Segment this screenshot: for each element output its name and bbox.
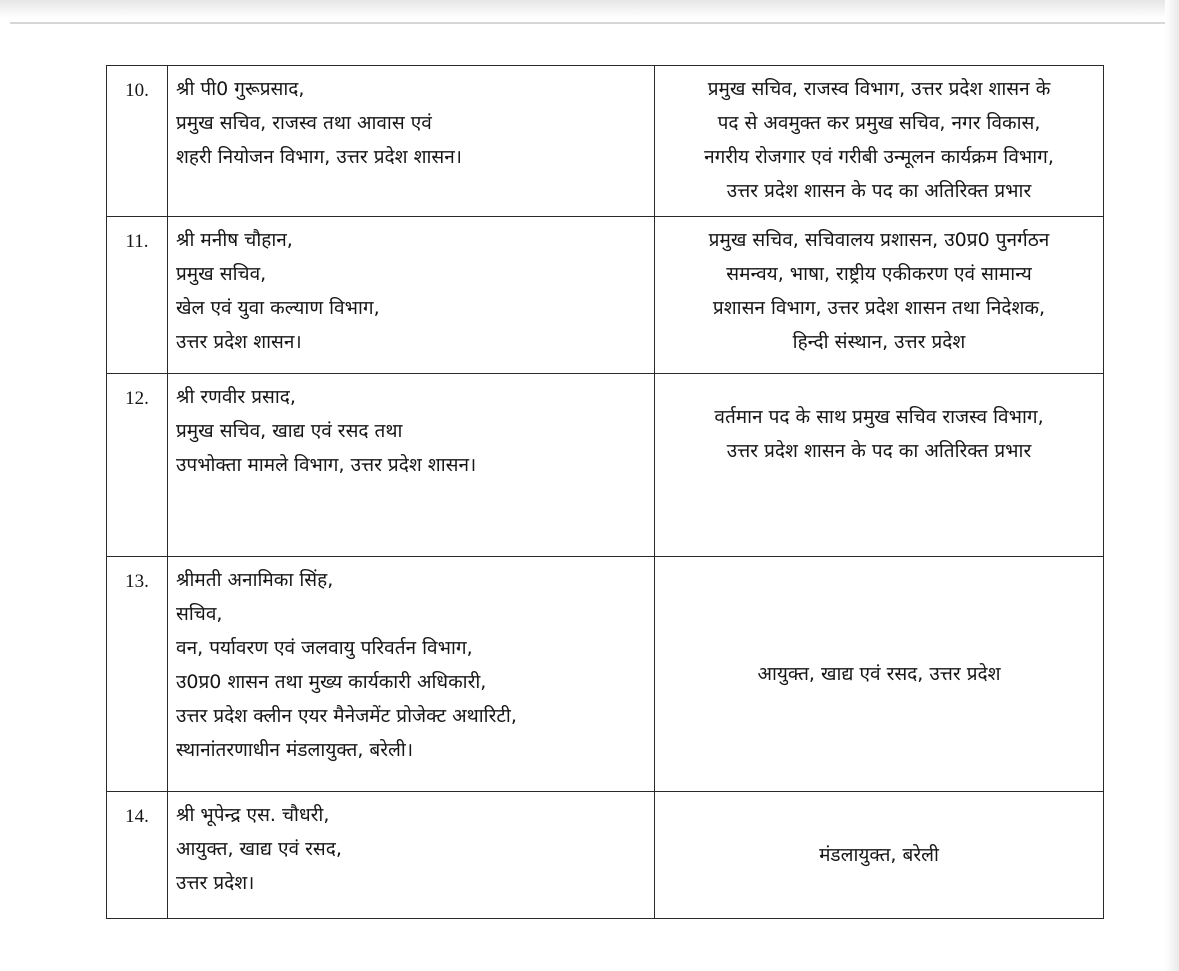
- officer-line: श्रीमती अनामिका सिंह,: [176, 569, 334, 591]
- posting-line: पद से अवमुक्त कर प्रमुख सचिव, नगर विकास,: [717, 112, 1041, 134]
- posting-line: समन्वय, भाषा, राष्ट्रीय एकीकरण एवं सामान्य: [726, 263, 1032, 285]
- table-row: [107, 217, 1104, 374]
- officer-line: सचिव,: [176, 603, 223, 625]
- posting-line: हिन्दी संस्थान, उत्तर प्रदेश: [792, 331, 966, 353]
- row-number: 11.: [107, 217, 168, 374]
- officer-cell: [168, 557, 655, 792]
- officer-line: प्रमुख सचिव, खाद्य एवं रसद तथा: [176, 420, 403, 442]
- posting-cell: [655, 217, 1104, 374]
- table-row: [107, 557, 1104, 792]
- posting-line: आयुक्त, खाद्य एवं रसद, उत्तर प्रदेश: [757, 663, 1001, 685]
- posting-line: प्रशासन विभाग, उत्तर प्रदेश शासन तथा निदेशक,: [712, 297, 1046, 319]
- paper-top-edge: [10, 22, 1166, 32]
- row-number: 14.: [107, 792, 168, 919]
- officer-line: आयुक्त, खाद्य एवं रसद,: [176, 838, 342, 860]
- officer-line: शहरी नियोजन विभाग, उत्तर प्रदेश शासन।: [176, 146, 463, 168]
- table-row: [107, 792, 1104, 919]
- officer-line: स्थानांतरणाधीन मंडलायुक्त, बरेली।: [176, 739, 414, 761]
- officer-line: प्रमुख सचिव, राजस्व तथा आवास एवं: [176, 112, 432, 134]
- row-number: 13.: [107, 557, 168, 792]
- officer-line: श्री रणवीर प्रसाद,: [176, 386, 296, 408]
- posting-line: उत्तर प्रदेश शासन के पद का अतिरिक्त प्रभार: [726, 440, 1032, 462]
- officer-cell: [168, 374, 655, 557]
- table-row: [107, 66, 1104, 217]
- posting-line: वर्तमान पद के साथ प्रमुख सचिव राजस्व विभाग,: [714, 406, 1044, 428]
- officer-line: श्री पी0 गुरूप्रसाद,: [176, 78, 305, 100]
- posting-cell: [655, 557, 1104, 792]
- scan-top-shadow: [0, 0, 1179, 18]
- posting-cell: [655, 374, 1104, 557]
- row-number: 12.: [107, 374, 168, 557]
- posting-line: प्रमुख सचिव, राजस्व विभाग, उत्तर प्रदेश शासन के: [707, 78, 1051, 100]
- posting-line: नगरीय रोजगार एवं गरीबी उन्मूलन कार्यक्रम विभाग,: [704, 146, 1054, 168]
- paper-right-edge: [1165, 0, 1179, 971]
- posting-line: उत्तर प्रदेश शासन के पद का अतिरिक्त प्रभार: [726, 180, 1032, 202]
- transfer-order-table: [106, 65, 1104, 919]
- posting-cell: [655, 792, 1104, 919]
- officer-cell: [168, 66, 655, 217]
- officer-cell: [168, 792, 655, 919]
- table-row: [107, 374, 1104, 557]
- row-number: 10.: [107, 66, 168, 217]
- officer-line: श्री भूपेन्द्र एस. चौधरी,: [176, 804, 330, 826]
- officer-line: उत्तर प्रदेश शासन।: [176, 331, 302, 353]
- officer-line: प्रमुख सचिव,: [176, 263, 267, 285]
- officer-line: श्री मनीष चौहान,: [176, 229, 293, 251]
- posting-line: मंडलायुक्त, बरेली: [819, 844, 939, 866]
- officer-line: खेल एवं युवा कल्याण विभाग,: [176, 297, 380, 319]
- officer-line: उपभोक्ता मामले विभाग, उत्तर प्रदेश शासन।: [176, 454, 477, 476]
- posting-line: प्रमुख सचिव, सचिवालय प्रशासन, उ0प्र0 पुनर्गठन: [708, 229, 1050, 251]
- posting-cell: [655, 66, 1104, 217]
- officer-line: वन, पर्यावरण एवं जलवायु परिवर्तन विभाग,: [176, 637, 473, 659]
- officer-line: उत्तर प्रदेश।: [176, 872, 255, 894]
- officer-cell: [168, 217, 655, 374]
- officer-line: उ0प्र0 शासन तथा मुख्य कार्यकारी अधिकारी,: [176, 671, 487, 693]
- officer-line: उत्तर प्रदेश क्लीन एयर मैनेजमेंट प्रोजेक्ट अथारिटी,: [176, 705, 517, 727]
